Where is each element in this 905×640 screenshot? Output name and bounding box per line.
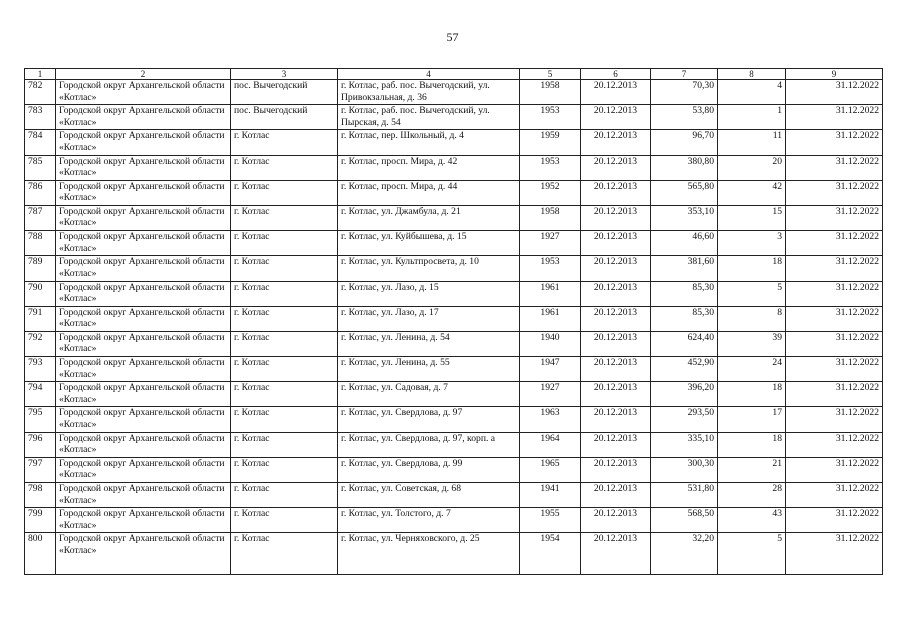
cell-date: 20.12.2013 <box>581 105 651 130</box>
column-header-2: 2 <box>56 69 231 80</box>
cell-date: 20.12.2013 <box>581 281 651 306</box>
table-row <box>25 306 883 331</box>
cell-locality: г. Котлас <box>231 508 338 533</box>
cell-locality: г. Котлас <box>231 382 338 407</box>
cell-deadline: 31.12.2022 <box>786 105 883 130</box>
cell-address: г. Котлас, пер. Школьный, д. 4 <box>338 130 520 155</box>
cell-owner: Городской округ Архангельской области «Котлас» <box>56 130 231 155</box>
cell-build-year: 1947 <box>520 357 581 382</box>
cell-locality: г. Котлас <box>231 155 338 180</box>
cell-locality: г. Котлас <box>231 357 338 382</box>
table-row <box>25 281 883 306</box>
cell-owner: Городской округ Архангельской области «Котлас» <box>56 382 231 407</box>
cell-area: 624,40 <box>651 331 718 356</box>
cell-address: г. Котлас, ул. Лазо, д. 15 <box>338 281 520 306</box>
cell-address: г. Котлас, просп. Мира, д. 44 <box>338 180 520 205</box>
cell-row-number: 799 <box>25 508 56 533</box>
table-row <box>25 205 883 230</box>
cell-row-number: 793 <box>25 357 56 382</box>
cell-area: 96,70 <box>651 130 718 155</box>
cell-row-number: 786 <box>25 180 56 205</box>
cell-date: 20.12.2013 <box>581 331 651 356</box>
cell-owner: Городской округ Архангельской области «Котлас» <box>56 180 231 205</box>
cell-build-year: 1959 <box>520 130 581 155</box>
cell-row-number: 783 <box>25 105 56 130</box>
cell-address: г. Котлас, раб. пос. Вычегодский, ул. Привокзальная, д. 36 <box>338 80 520 105</box>
cell-owner: Городской округ Архангельской области «Котлас» <box>56 306 231 331</box>
cell-build-year: 1965 <box>520 457 581 482</box>
housing-register-table <box>24 68 883 575</box>
cell-deadline: 31.12.2022 <box>786 457 883 482</box>
cell-locality: г. Котлас <box>231 483 338 508</box>
cell-owner: Городской округ Архангельской области «Котлас» <box>56 432 231 457</box>
cell-deadline: 31.12.2022 <box>786 155 883 180</box>
cell-date: 20.12.2013 <box>581 457 651 482</box>
cell-residents: 5 <box>718 533 786 575</box>
cell-residents: 42 <box>718 180 786 205</box>
cell-date: 20.12.2013 <box>581 533 651 575</box>
cell-date: 20.12.2013 <box>581 130 651 155</box>
cell-row-number: 796 <box>25 432 56 457</box>
cell-deadline: 31.12.2022 <box>786 80 883 105</box>
cell-date: 20.12.2013 <box>581 432 651 457</box>
cell-residents: 17 <box>718 407 786 432</box>
table-row <box>25 256 883 281</box>
cell-area: 293,50 <box>651 407 718 432</box>
cell-build-year: 1952 <box>520 180 581 205</box>
cell-residents: 8 <box>718 306 786 331</box>
cell-build-year: 1953 <box>520 105 581 130</box>
cell-residents: 18 <box>718 432 786 457</box>
cell-address: г. Котлас, ул. Черняховского, д. 25 <box>338 533 520 575</box>
table-row <box>25 483 883 508</box>
cell-area: 46,60 <box>651 231 718 256</box>
cell-row-number: 785 <box>25 155 56 180</box>
cell-deadline: 31.12.2022 <box>786 432 883 457</box>
cell-locality: г. Котлас <box>231 331 338 356</box>
cell-area: 396,20 <box>651 382 718 407</box>
table-row <box>25 357 883 382</box>
cell-area: 300,30 <box>651 457 718 482</box>
cell-row-number: 789 <box>25 256 56 281</box>
cell-residents: 39 <box>718 331 786 356</box>
cell-area: 380,80 <box>651 155 718 180</box>
cell-deadline: 31.12.2022 <box>786 231 883 256</box>
column-header-7: 7 <box>651 69 718 80</box>
cell-locality: г. Котлас <box>231 457 338 482</box>
column-number-row <box>25 69 883 80</box>
cell-owner: Городской округ Архангельской области «Котлас» <box>56 331 231 356</box>
cell-residents: 4 <box>718 80 786 105</box>
table-row <box>25 432 883 457</box>
table-row <box>25 407 883 432</box>
cell-locality: г. Котлас <box>231 281 338 306</box>
table-row <box>25 331 883 356</box>
cell-residents: 1 <box>718 105 786 130</box>
cell-area: 531,80 <box>651 483 718 508</box>
column-header-3: 3 <box>231 69 338 80</box>
cell-locality: г. Котлас <box>231 130 338 155</box>
cell-date: 20.12.2013 <box>581 483 651 508</box>
cell-build-year: 1961 <box>520 281 581 306</box>
cell-deadline: 31.12.2022 <box>786 256 883 281</box>
cell-residents: 21 <box>718 457 786 482</box>
cell-row-number: 788 <box>25 231 56 256</box>
cell-residents: 28 <box>718 483 786 508</box>
cell-residents: 5 <box>718 281 786 306</box>
cell-area: 32,20 <box>651 533 718 575</box>
cell-address: г. Котлас, ул. Ленина, д. 54 <box>338 331 520 356</box>
table-row <box>25 130 883 155</box>
cell-row-number: 795 <box>25 407 56 432</box>
cell-address: г. Котлас, ул. Советская, д. 68 <box>338 483 520 508</box>
cell-area: 53,80 <box>651 105 718 130</box>
cell-owner: Городской округ Архангельской области «Котлас» <box>56 508 231 533</box>
cell-area: 565,80 <box>651 180 718 205</box>
column-header-8: 8 <box>718 69 786 80</box>
cell-build-year: 1954 <box>520 533 581 575</box>
cell-row-number: 792 <box>25 331 56 356</box>
cell-deadline: 31.12.2022 <box>786 306 883 331</box>
cell-deadline: 31.12.2022 <box>786 508 883 533</box>
cell-owner: Городской округ Архангельской области «Котлас» <box>56 80 231 105</box>
cell-address: г. Котлас, ул. Свердлова, д. 97 <box>338 407 520 432</box>
cell-date: 20.12.2013 <box>581 508 651 533</box>
cell-deadline: 31.12.2022 <box>786 281 883 306</box>
cell-build-year: 1961 <box>520 306 581 331</box>
table-row <box>25 533 883 575</box>
table-row <box>25 80 883 105</box>
cell-residents: 3 <box>718 231 786 256</box>
cell-area: 568,50 <box>651 508 718 533</box>
cell-area: 70,30 <box>651 80 718 105</box>
cell-address: г. Котлас, ул. Культпросвета, д. 10 <box>338 256 520 281</box>
cell-locality: пос. Вычегодский <box>231 80 338 105</box>
cell-address: г. Котлас, ул. Ленина, д. 55 <box>338 357 520 382</box>
table-row <box>25 382 883 407</box>
cell-owner: Городской округ Архангельской области «Котлас» <box>56 357 231 382</box>
table-row <box>25 457 883 482</box>
cell-date: 20.12.2013 <box>581 231 651 256</box>
cell-residents: 11 <box>718 130 786 155</box>
cell-build-year: 1941 <box>520 483 581 508</box>
cell-row-number: 800 <box>25 533 56 575</box>
cell-address: г. Котлас, ул. Свердлова, д. 99 <box>338 457 520 482</box>
cell-build-year: 1927 <box>520 231 581 256</box>
cell-row-number: 782 <box>25 80 56 105</box>
cell-build-year: 1964 <box>520 432 581 457</box>
cell-date: 20.12.2013 <box>581 357 651 382</box>
cell-area: 335,10 <box>651 432 718 457</box>
cell-residents: 43 <box>718 508 786 533</box>
cell-build-year: 1958 <box>520 80 581 105</box>
cell-residents: 24 <box>718 357 786 382</box>
cell-owner: Городской округ Архангельской области «Котлас» <box>56 231 231 256</box>
cell-deadline: 31.12.2022 <box>786 180 883 205</box>
cell-build-year: 1958 <box>520 205 581 230</box>
cell-row-number: 791 <box>25 306 56 331</box>
cell-address: г. Котлас, ул. Куйбышева, д. 15 <box>338 231 520 256</box>
cell-locality: г. Котлас <box>231 432 338 457</box>
cell-owner: Городской округ Архангельской области «Котлас» <box>56 483 231 508</box>
cell-build-year: 1953 <box>520 155 581 180</box>
column-header-6: 6 <box>581 69 651 80</box>
cell-row-number: 787 <box>25 205 56 230</box>
cell-row-number: 797 <box>25 457 56 482</box>
cell-date: 20.12.2013 <box>581 205 651 230</box>
cell-row-number: 784 <box>25 130 56 155</box>
cell-address: г. Котлас, ул. Свердлова, д. 97, корп. а <box>338 432 520 457</box>
column-header-5: 5 <box>520 69 581 80</box>
cell-owner: Городской округ Архангельской области «Котлас» <box>56 256 231 281</box>
cell-area: 85,30 <box>651 306 718 331</box>
table-row <box>25 231 883 256</box>
cell-residents: 18 <box>718 382 786 407</box>
cell-area: 452,90 <box>651 357 718 382</box>
cell-locality: г. Котлас <box>231 407 338 432</box>
cell-locality: г. Котлас <box>231 306 338 331</box>
cell-row-number: 794 <box>25 382 56 407</box>
cell-deadline: 31.12.2022 <box>786 331 883 356</box>
cell-build-year: 1927 <box>520 382 581 407</box>
cell-date: 20.12.2013 <box>581 80 651 105</box>
cell-locality: г. Котлас <box>231 205 338 230</box>
cell-date: 20.12.2013 <box>581 306 651 331</box>
page-number: 57 <box>446 30 459 44</box>
cell-residents: 20 <box>718 155 786 180</box>
cell-build-year: 1940 <box>520 331 581 356</box>
cell-date: 20.12.2013 <box>581 155 651 180</box>
table-row <box>25 105 883 130</box>
column-header-4: 4 <box>338 69 520 80</box>
cell-deadline: 31.12.2022 <box>786 130 883 155</box>
cell-date: 20.12.2013 <box>581 382 651 407</box>
cell-area: 85,30 <box>651 281 718 306</box>
cell-date: 20.12.2013 <box>581 407 651 432</box>
cell-owner: Городской округ Архангельской области «Котлас» <box>56 281 231 306</box>
cell-residents: 15 <box>718 205 786 230</box>
cell-locality: пос. Вычегодский <box>231 105 338 130</box>
cell-owner: Городской округ Архангельской области «Котлас» <box>56 533 231 575</box>
cell-address: г. Котлас, ул. Садовая, д. 7 <box>338 382 520 407</box>
table-row <box>25 155 883 180</box>
cell-deadline: 31.12.2022 <box>786 382 883 407</box>
cell-deadline: 31.12.2022 <box>786 357 883 382</box>
cell-locality: г. Котлас <box>231 231 338 256</box>
cell-residents: 18 <box>718 256 786 281</box>
cell-deadline: 31.12.2022 <box>786 483 883 508</box>
cell-deadline: 31.12.2022 <box>786 533 883 575</box>
cell-row-number: 798 <box>25 483 56 508</box>
cell-locality: г. Котлас <box>231 180 338 205</box>
cell-build-year: 1955 <box>520 508 581 533</box>
cell-owner: Городской округ Архангельской области «Котлас» <box>56 105 231 130</box>
column-header-1: 1 <box>25 69 56 80</box>
cell-locality: г. Котлас <box>231 256 338 281</box>
cell-build-year: 1963 <box>520 407 581 432</box>
column-header-9: 9 <box>786 69 883 80</box>
cell-address: г. Котлас, ул. Джамбула, д. 21 <box>338 205 520 230</box>
cell-deadline: 31.12.2022 <box>786 205 883 230</box>
table-row <box>25 508 883 533</box>
cell-owner: Городской округ Архангельской области «Котлас» <box>56 205 231 230</box>
cell-owner: Городской округ Архангельской области «Котлас» <box>56 155 231 180</box>
cell-area: 353,10 <box>651 205 718 230</box>
cell-date: 20.12.2013 <box>581 256 651 281</box>
cell-date: 20.12.2013 <box>581 180 651 205</box>
table-row <box>25 180 883 205</box>
cell-address: г. Котлас, ул. Лазо, д. 17 <box>338 306 520 331</box>
cell-owner: Городской округ Архангельской области «Котлас» <box>56 407 231 432</box>
cell-address: г. Котлас, просп. Мира, д. 42 <box>338 155 520 180</box>
cell-owner: Городской округ Архангельской области «Котлас» <box>56 457 231 482</box>
cell-locality: г. Котлас <box>231 533 338 575</box>
cell-address: г. Котлас, раб. пос. Вычегодский, ул. Пырская, д. 54 <box>338 105 520 130</box>
cell-address: г. Котлас, ул. Толстого, д. 7 <box>338 508 520 533</box>
table-body <box>25 80 883 575</box>
cell-build-year: 1953 <box>520 256 581 281</box>
cell-row-number: 790 <box>25 281 56 306</box>
cell-area: 381,60 <box>651 256 718 281</box>
cell-deadline: 31.12.2022 <box>786 407 883 432</box>
